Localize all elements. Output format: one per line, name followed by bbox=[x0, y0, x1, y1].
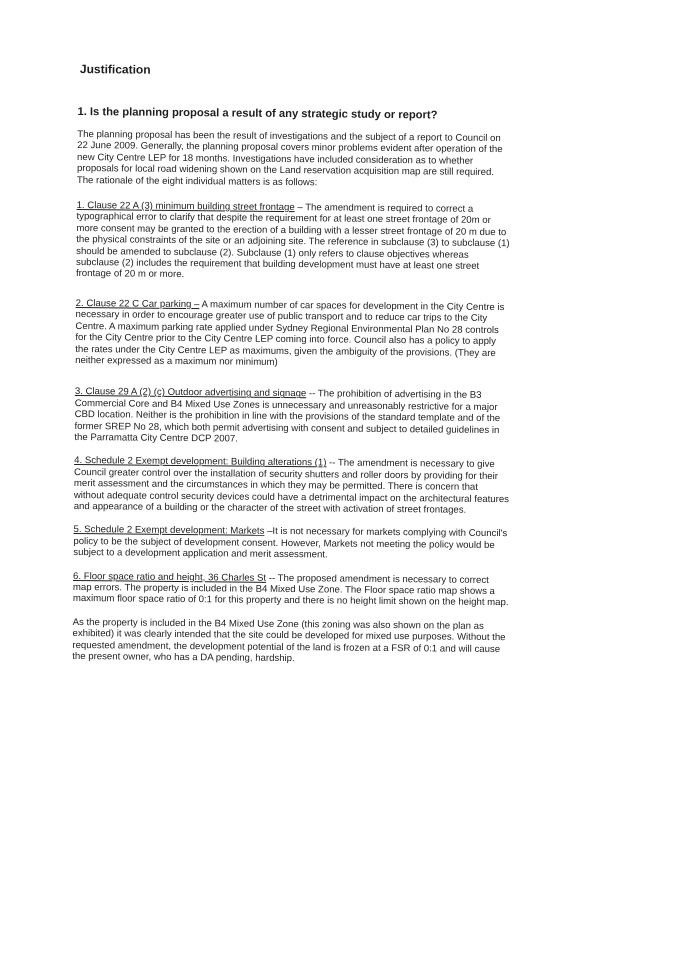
item-schedule-2-building bbox=[74, 455, 511, 516]
item-body: – The amendment is required to correct a typographical error to clarify that despite the requirement for at least one street frontage of 20m or more consent may be granted to the erection of a building with a lesser street frontage of 20 m due to the physical constraints of the site or an adjoining site. The reference in subclause (3) to subclause (1) should be amended to subclause (2). Subclause (1) only refers to clause objectives whereas subclause (2) includes the requirement that building development must have at least one street frontage of 20 m or more. bbox=[75, 202, 510, 281]
item-body: -- The amendment is necessary to give Council greater control over the installation of security shutters and roller doors by providing for their merit assessment and the circumstances in which they may be permitted. There is concern that without adequate control security devices could have a detrimental impact on the architectural features and appearance of a building or the character of the street with activation of street frontages. bbox=[73, 457, 510, 516]
item-body: -- The prohibition of advertising in the B3 Commercial Core and B4 Mixed Use Zones is unnecessary and unreasonably restrictive for a major CBD location. Neither is the prohibition in line with the provisions of the standard template and of the former SREP No 28, which both permit advertising with consent and subject to detailed guidelines in the Parramatta City Centre DCP 2007. bbox=[74, 388, 501, 445]
item-heading: 2. Clause 22 C Car parking – bbox=[75, 297, 200, 311]
item-heading: 6. Floor space ratio and height, 36 Charles St bbox=[73, 570, 267, 584]
document-body bbox=[72, 62, 514, 667]
item-heading: 4. Schedule 2 Exempt development: Building alterations (1) bbox=[74, 455, 327, 469]
section-question: 1. Is the planning proposal a result of any strategic study or report? bbox=[77, 105, 438, 122]
item-floor-space-ratio bbox=[73, 571, 509, 609]
item-heading: 1. Clause 22 A (3) minimum building street frontage bbox=[76, 200, 295, 214]
intro-paragraph: The planning proposal has been the result of investigations and the subject of a report to Council on 22 June 2009. Generally, the planning proposal covers minor problems evident after operation of the new City Centre LEP for 18 months. Investigations have included consideration as to whether proposals for local road widening shown on the Land reservation acquisition map are still required. The rationale of the eight individual matters is as follows: bbox=[76, 128, 503, 188]
item-body: A maximum number of car spaces for development in the City Centre is necessary in order to encourage greater use of public transport and to reduce car trips to the City Centre. A maximum parking rate applied under Sydney Regional Environmental Plan No 28 controls for the City Centre prior to the City Centre LEP coming into force. Council also has a policy to apply the rates under the City Centre LEP as maximums, given the ambiguity of the provisions. (They are neither expressed as a maximum nor minimum) bbox=[75, 299, 505, 368]
item-heading: 3. Clause 29 A (2) (c) Outdoor advertising and signage bbox=[74, 386, 307, 400]
item-schedule-2-markets bbox=[73, 524, 509, 562]
item-body: -- The proposed amendment is necessary to correct map errors. The property is included in the B4 Mixed Use Zone. The Floor space ratio map shows a maximum floor space ratio of 0:1 for this property and there is no height limit shown on the height map. bbox=[72, 572, 509, 609]
item-body: –It is not necessary for markets complying with Council's policy to be the subject of development consent. However, Markets not meeting the policy would be subject to a development application and merit assessment. bbox=[73, 526, 508, 561]
closing-paragraph: As the property is included in the B4 Mixed Use Zone (this zoning was also shown on the plan as exhibited) it was clearly intended that the site could be developed for mixed use purposes. Without the requested amendment, the development potential of the land is frozen at a FSR of 0:1 and will cause the present owner, who has a DA pending, hardship. bbox=[72, 616, 506, 665]
item-heading: 5. Schedule 2 Exempt development: Markets bbox=[73, 524, 265, 538]
item-clause-22a bbox=[76, 200, 513, 284]
item-clause-29a bbox=[74, 386, 511, 447]
page-title: Justification bbox=[79, 62, 151, 77]
item-clause-22c bbox=[75, 298, 512, 371]
